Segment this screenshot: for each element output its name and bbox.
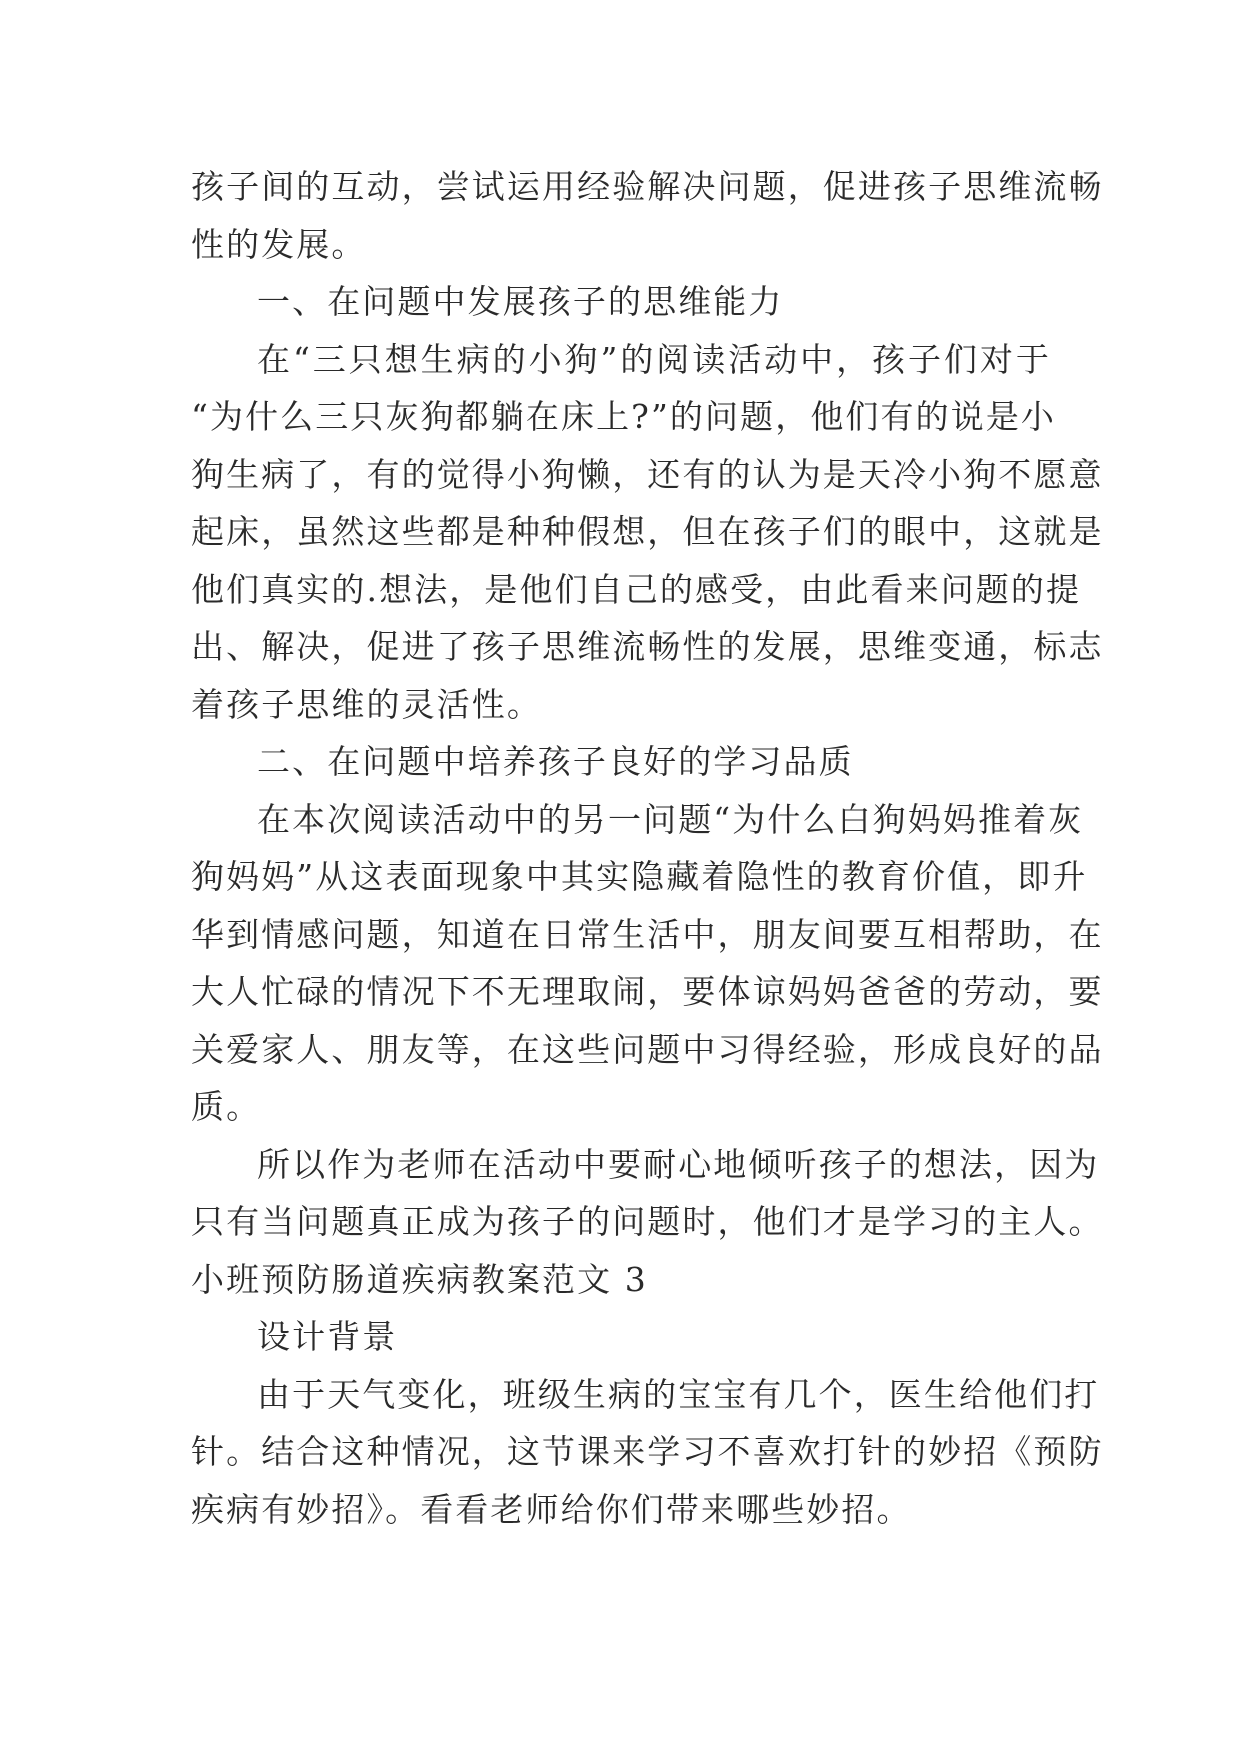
text-line: 质。 (191, 1087, 262, 1126)
text-line: 狗生病了，有的觉得小狗懒，还有的认为是天冷小狗不愿意 (191, 454, 1104, 494)
text-line: 在本次阅读活动中的另一问题“为什么白狗妈妈推着灰 (257, 799, 1084, 839)
text-line: 所以作为老师在活动中要耐心地倾听孩子的想法，因为 (257, 1144, 1100, 1184)
document-body (191, 158, 1104, 1538)
text-line: 华到情感问题，知道在日常生活中，朋友间要互相帮助，在 (191, 914, 1104, 954)
text-line: 在“三只想生病的小狗”的阅读活动中，孩子们对于 (257, 339, 1051, 379)
text-line: 大人忙碌的情况下不无理取闹，要体谅妈妈爸爸的劳动，要 (191, 972, 1104, 1011)
text-line: 狗妈妈”从这表面现象中其实隐藏着隐性的教育价值，即升 (191, 857, 1088, 896)
text-line: 关爱家人、朋友等，在这些问题中习得经验，形成良好的品 (191, 1029, 1104, 1069)
text-line: 他们真实的.想法，是他们自己的感受，由此看来问题的提 (191, 569, 1082, 609)
text-line: 疾病有妙招》。看看老师给你们带来哪些妙招。 (191, 1489, 912, 1529)
text-line: 着孩子思维的灵活性。 (191, 684, 542, 724)
text-line: 由于天气变化，班级生病的宝宝有几个，医生给他们打 (257, 1374, 1100, 1414)
text-line: 性的发展。 (191, 224, 367, 264)
text-line: 只有当问题真正成为孩子的问题时，他们才是学习的主人。 (191, 1202, 1104, 1241)
text-line: 设计背景 (257, 1317, 398, 1356)
text-line: 孩子间的互动，尝试运用经验解决问题，促进孩子思维流畅 (191, 167, 1104, 206)
text-line: “为什么三只灰狗都躺在床上?”的问题，他们有的说是小 (191, 397, 1057, 436)
text-line: 小班预防肠道疾病教案范文 3 (191, 1259, 648, 1299)
text-line: 一、在问题中发展孩子的思维能力 (257, 282, 784, 321)
text-line: 出、解决，促进了孩子思维流畅性的发展，思维变通，标志 (191, 627, 1104, 666)
text-line: 起床，虽然这些都是种种假想，但在孩子们的眼中，这就是 (191, 512, 1104, 551)
text-line: 二、在问题中培养孩子良好的学习品质 (257, 742, 854, 781)
text-line: 针。结合这种情况，这节课来学习不喜欢打针的妙招《预防 (191, 1432, 1104, 1471)
